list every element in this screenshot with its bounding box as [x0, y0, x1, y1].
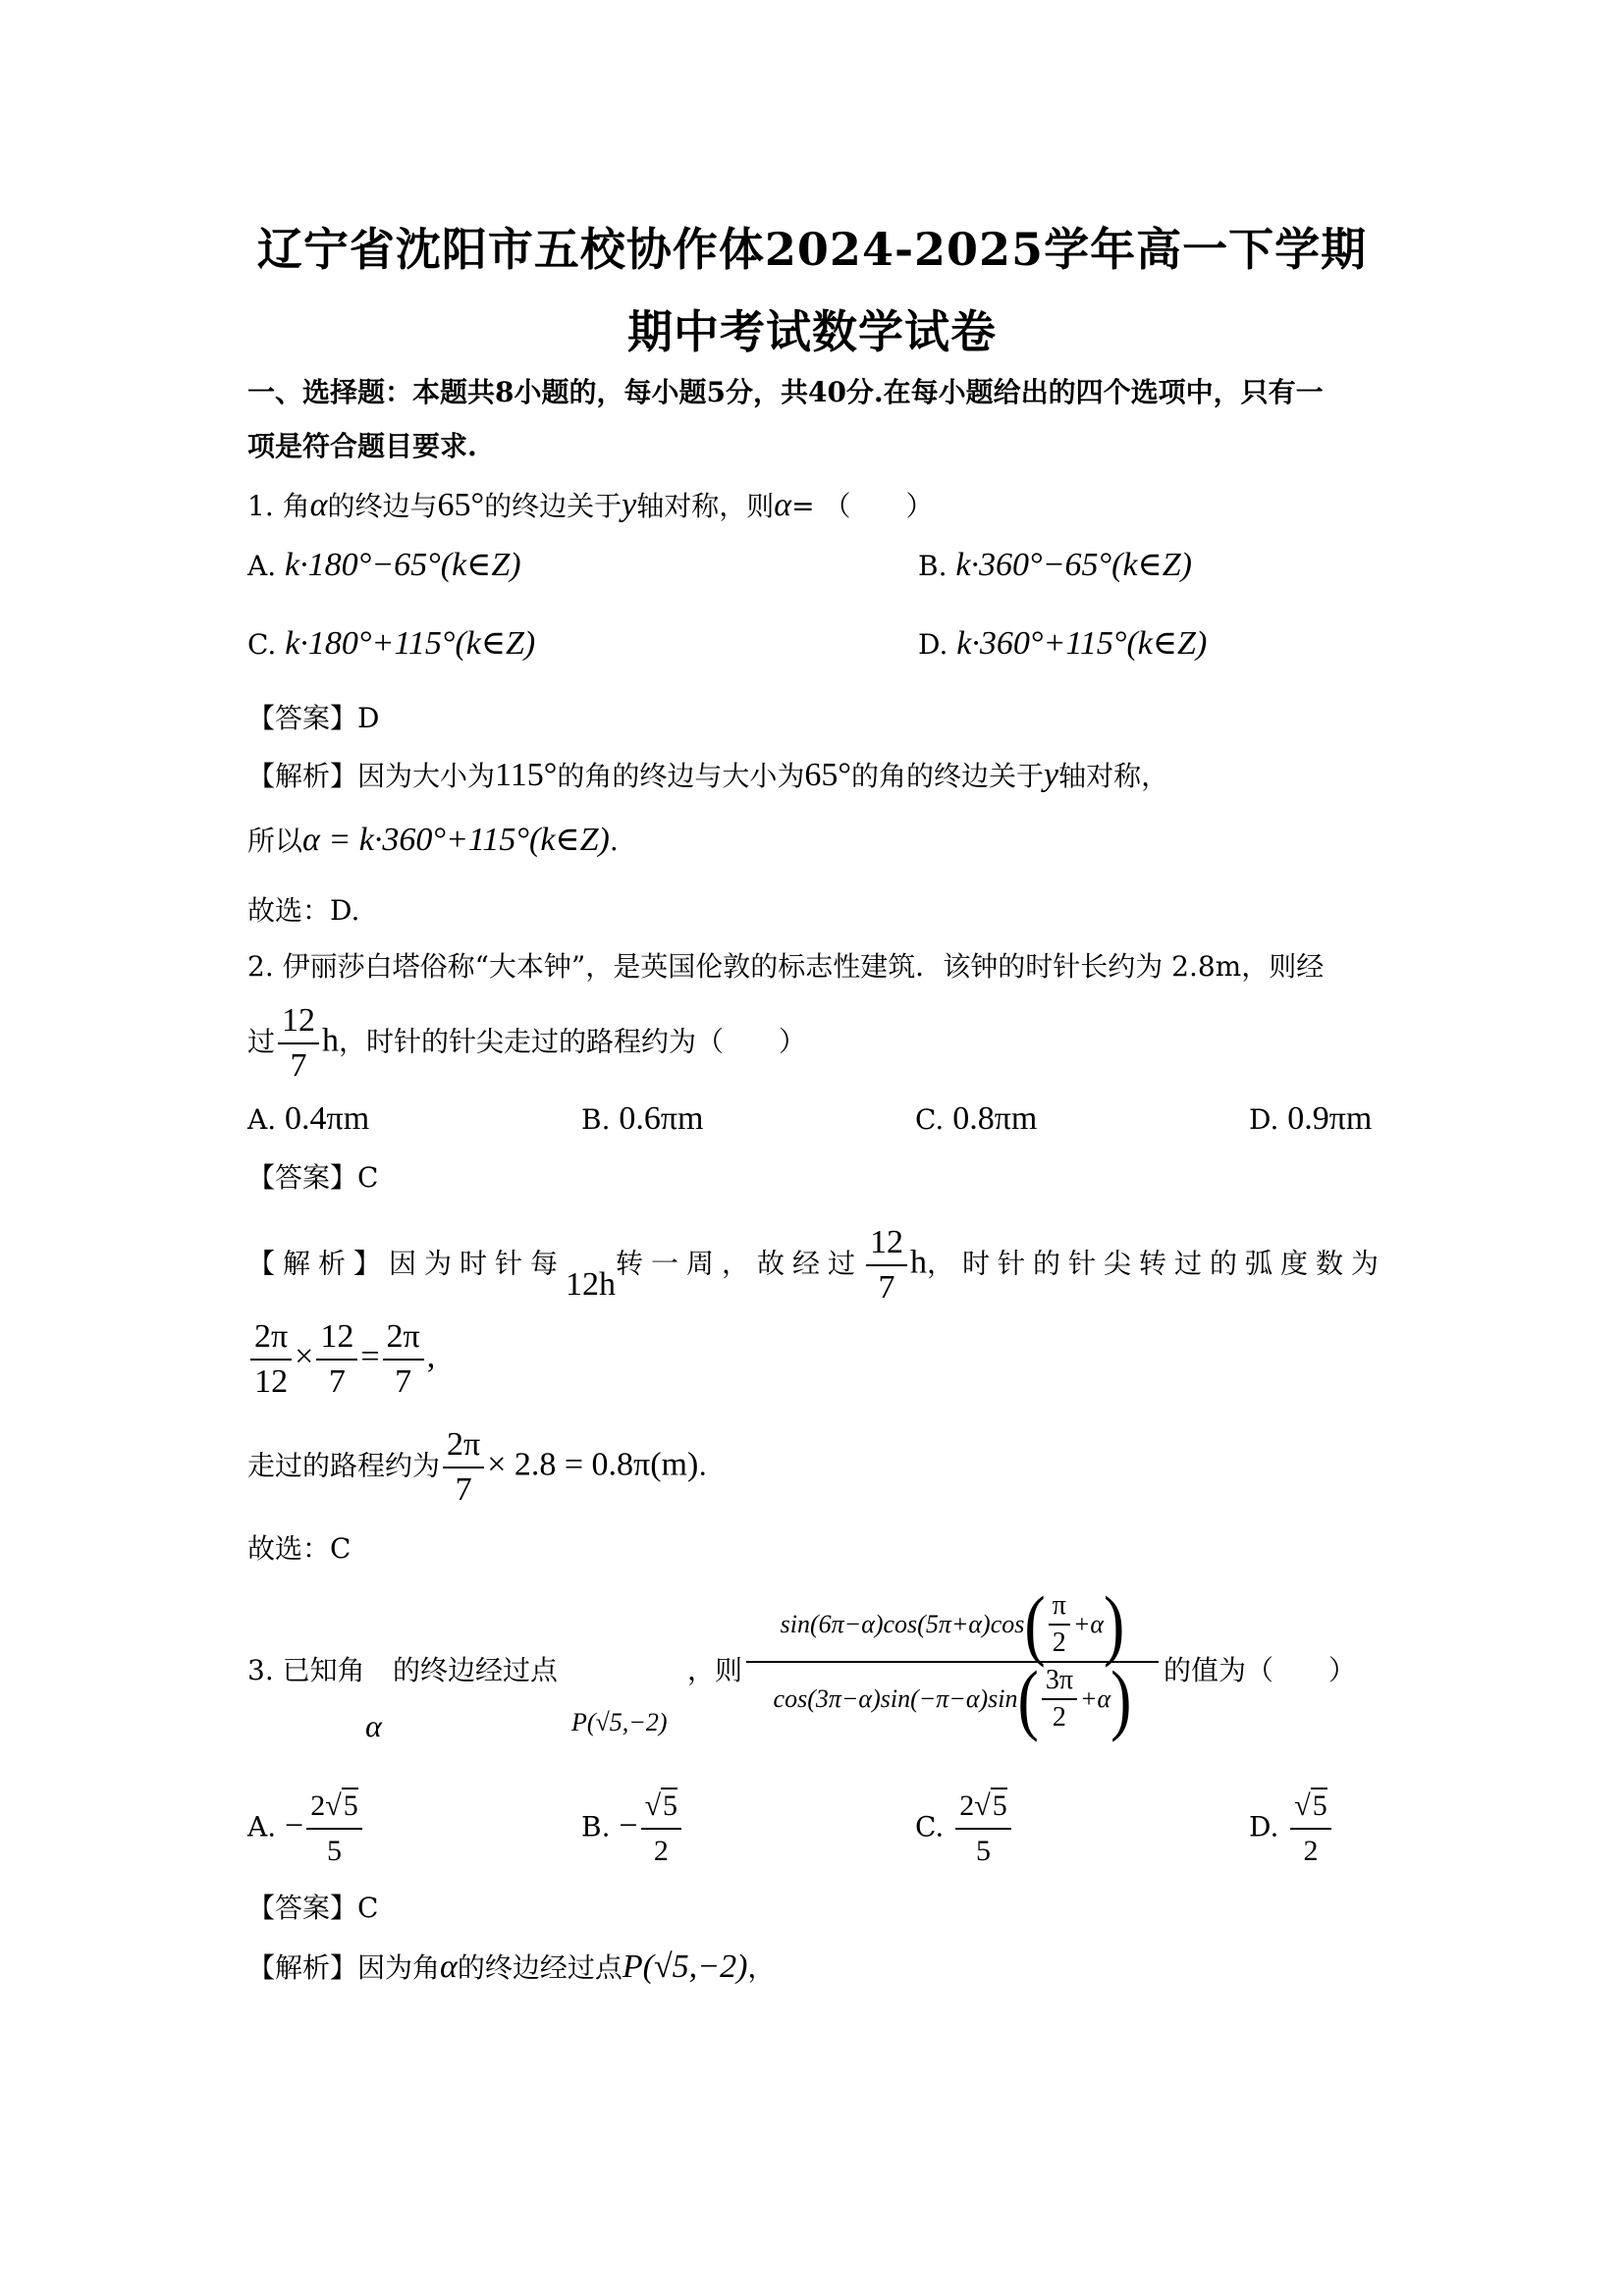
q3-option-a: A. − $\frac{2√5}{5}$ — [247, 1785, 365, 1873]
q1-choice: 故选：D. — [247, 894, 360, 927]
q2-analysis: 【解析】因为时针每12h转一周，故经过 $\frac{12}{7}$ h，时针的针尖转过的弧度数为 — [247, 1221, 1386, 1309]
q1-option-b: B. k·360°−65°(k∈Z) — [918, 547, 1192, 583]
q1-option-a: A. k·180°−65°(k∈Z) — [247, 547, 521, 583]
q3-point: P(√5,−2) — [571, 1708, 668, 1736]
section-heading-line-1: 一、选择题：本题共8小题的，每小题5分，共40分.在每小题给出的四个选项中，只有一 — [247, 376, 1324, 408]
q2-calculation: $\frac{2\pi}{12}$ × $\frac{12}{7}$ = $\frac{2\pi}{7}$ , — [247, 1315, 435, 1404]
q1-option-d: D. k·360°+115°(k∈Z) — [918, 625, 1208, 662]
question-2-line-1: 2. 伊丽莎白塔俗称“大本钟”，是英国伦敦的标志性建筑．该钟的时针长约为 2.8m，则经 — [247, 950, 1325, 983]
q3-option-d: D. $\frac{√5}{2}$ — [1249, 1785, 1334, 1873]
section-heading-line-2: 项是符合题目要求. — [247, 430, 477, 462]
q2-answer: 【答案】C — [247, 1161, 379, 1194]
q3-analysis: 【解析】因为角α的终边经过点P(√5,−2)， — [247, 1949, 776, 1985]
q3-answer: 【答案】C — [247, 1892, 379, 1924]
q2-option-b: B. 0.6πm — [581, 1100, 704, 1137]
q3-alpha: α — [365, 1708, 382, 1743]
q3-denominator: cos(3π−α)sin(−π−α)sin ( $\frac{3\pi}{2}$ +α ) — [773, 1655, 1132, 1742]
q3-option-b: B. − $\frac{√5}{2}$ — [581, 1785, 684, 1873]
question-3-stem-d: 的值为（ ） — [1164, 1654, 1357, 1686]
q2-path-length: 走过的路程约为 $\frac{2\pi}{7}$ × 2.8 = 0.8π(m). — [247, 1423, 707, 1512]
q2-option-a: A. 0.4πm — [247, 1100, 370, 1137]
q1-option-c: C. k·180°+115°(k∈Z) — [247, 625, 536, 662]
question-3-stem-b: 的终边经过点 — [393, 1654, 559, 1686]
fraction-12-7-h: $\frac{12}{7}$ — [278, 999, 319, 1088]
q2-option-d: D. 0.9πm — [1249, 1100, 1373, 1137]
q1-analysis: 【解析】因为大小为115°的角的终边与大小为65°的角的终边关于y轴对称， — [247, 757, 1169, 793]
q2-choice: 故选：C — [247, 1532, 352, 1565]
question-3-stem-c: ，则 — [687, 1654, 743, 1686]
question-1-stem: 1. 角α的终边与65°的终边关于y轴对称，则α= （ ） — [247, 487, 934, 523]
question-3-stem-a: 3. 已知角 — [247, 1654, 365, 1686]
q1-answer: 【答案】D — [247, 702, 380, 734]
title-line-1: 辽宁省沈阳市五校协作体2024-2025学年高一下学期 — [256, 223, 1368, 276]
q3-expression — [746, 1580, 1159, 1742]
title-line-2: 期中考试数学试卷 — [627, 305, 997, 358]
q2-option-c: C. 0.8πm — [915, 1100, 1038, 1137]
q3-numerator: sin(6π−α)cos(5π+α)cos ( $\frac{\pi}{2}$ +α ) — [780, 1580, 1125, 1668]
question-2-line-2: 过 $\frac{12}{7}$ h，时针的针尖走过的路程约为（ ） — [247, 999, 806, 1088]
q3-option-c: C. $\frac{2√5}{5}$ — [915, 1785, 1014, 1873]
q1-conclusion: 所以α = k·360°+115°(k∈Z). — [247, 822, 619, 858]
